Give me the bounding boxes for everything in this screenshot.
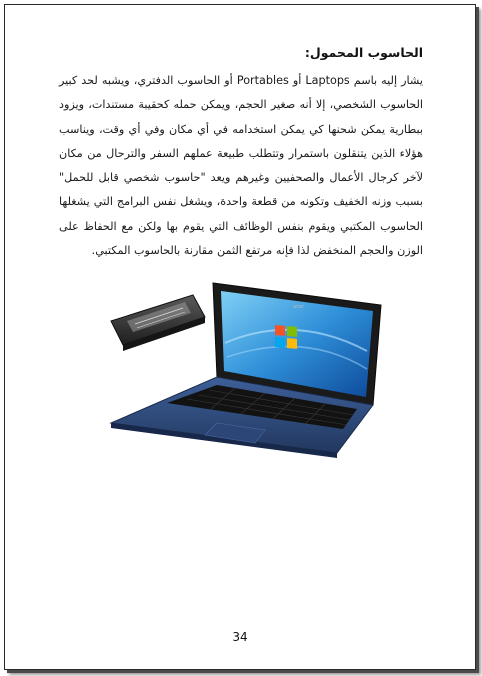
page-number: 34 (232, 630, 248, 644)
document-page (4, 4, 476, 670)
body-paragraph: يشار إليه باسم Laptops أو Portables أو الحاسوب الدفتري، ويشبه لحد كبير الحاسوب الشخصي، إلا أنه صغير الحجم، ويمكن حمله كحقيبة مستندات، ويزود ببطارية يمكن شحنها كي يمكن استخدامه في أي مكان وفي أي وقت، ويناسب هؤلاء الذين يتنقلون باستمرار وتتطلب طبيعة عملهم السفر والترحال من مكان لآخر كرجال الأعمال والصحفيين وغيرهم ويعد "حاسوب شخصي قابل للحمل" بسبب وزنه الخفيف وتكونه من قطعة واحدة، ويشغل نفس البرامج التي يشغلها الحاسوب المكتبي ويقوم بنفس الوظائف التي يقوم بها ولكن مع الحفاظ على الوزن والحجم المنخفض لذا فإنه مرتفع الثمن مقارنة بالحاسوب المكتبي. (59, 74, 424, 258)
laptop-brand: acer (293, 304, 304, 310)
laptop-battery-illustration (105, 273, 395, 458)
section-heading: الحاسوب المحمول: (304, 45, 423, 60)
battery-icon (111, 295, 205, 351)
